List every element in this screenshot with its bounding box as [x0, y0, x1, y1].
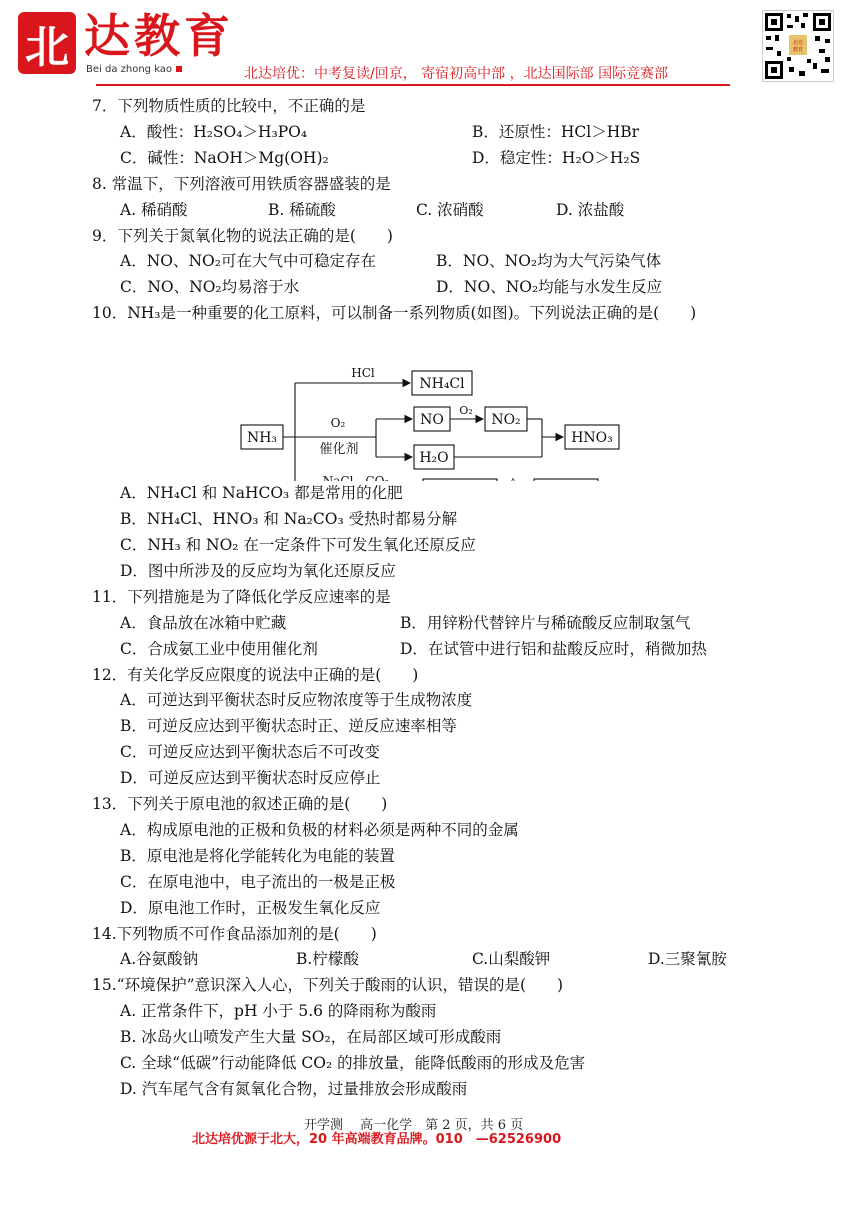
page-footer: 开学测 高一化学 第 2 页，共 6 页 — [304, 1118, 524, 1133]
option-row — [92, 198, 792, 224]
option-row — [92, 249, 792, 275]
o2-small-label: O₂ — [459, 404, 473, 418]
option: D.三聚氰胺 — [648, 950, 727, 969]
option: C. 全球“低碳”行动能降低 CO₂ 的排放量，能降低酸雨的形成及危害 — [120, 1054, 586, 1073]
question-stem: 7．下列物质性质的比较中，不正确的是 — [92, 97, 366, 115]
option: C．可逆反应达到平衡状态后不可改变 — [120, 743, 380, 762]
hno3-label: HNO₃ — [571, 430, 613, 447]
nahco3-box — [423, 479, 497, 481]
option: B. 冰岛火山喷发产生大量 SO₂，在局部区域可形成酸雨 — [120, 1028, 502, 1047]
brand-name: 达教育 — [84, 9, 234, 63]
question-stem: 8. 常温下，下列溶液可用铁质容器盛装的是 — [92, 174, 391, 193]
option: A．NH₄Cl 和 NaHCO₃ 都是常用的化肥 — [120, 484, 403, 503]
option: C.山梨酸钾 — [472, 950, 551, 969]
reaction-diagram — [92, 327, 792, 481]
question-stem: 14.下列物质不可作食品添加剂的是( ) — [92, 924, 377, 943]
option: C. 浓硝酸 — [416, 200, 484, 219]
qr-code — [762, 10, 834, 82]
footer-advert: 北达培优源于北大，20 年高端教育品牌。010 —62526900 — [192, 1132, 562, 1147]
option: A. 正常条件下，pH 小于 5.6 的降雨称为酸雨 — [120, 1002, 437, 1021]
brand-subtitle-text: Bei da zhong kao — [86, 64, 173, 75]
option: D. 汽车尾气含有氮氧化合物，过量排放会形成酸雨 — [120, 1080, 468, 1098]
question-list — [92, 94, 792, 1103]
option: D．在试管中进行铝和盐酸反应时，稍微加热 — [400, 639, 707, 658]
qr-caption-line: 教育 — [792, 47, 804, 53]
no2-label: NO₂ — [491, 412, 521, 429]
question-stem: 13．下列关于原电池的叙述正确的是( ) — [92, 795, 388, 814]
option: D. 浓盐酸 — [556, 200, 625, 219]
reaction-diagram-graphic — [92, 327, 792, 481]
option: D．原电池工作时，正极发生氧化反应 — [120, 898, 381, 917]
question-stem: 11．下列措施是为了降低化学反应速率的是 — [92, 587, 391, 606]
option: B．NH₄Cl、HNO₃ 和 Na₂CO₃ 受热时都易分解 — [120, 510, 458, 529]
option: D．NO、NO₂均能与水发生反应 — [436, 278, 663, 297]
option: B．用锌粉代替锌片与稀硫酸反应制取氢气 — [400, 613, 691, 632]
logo-char: 北 — [25, 22, 69, 73]
logo-mark — [18, 12, 76, 74]
header-divider — [96, 84, 730, 86]
brand-subtitle — [86, 64, 182, 75]
option: C．碱性：NaOH＞Mg(OH)₂ — [120, 148, 329, 167]
option: C．NH₃ 和 NO₂ 在一定条件下可发生氧化还原反应 — [120, 535, 476, 554]
question-stem: 15.“环境保护”意识深入人心，下列关于酸雨的认识，错误的是( ) — [92, 976, 564, 995]
catalyst-label: 催化剂 — [319, 442, 359, 458]
option: D．稳定性：H₂O＞H₂S — [472, 148, 641, 167]
nh4cl-label: NH₄Cl — [419, 376, 465, 393]
question-stem: 10．NH₃是一种重要的化工原料，可以制备一系列物质(如图)。下列说法正确的是( ) — [92, 304, 697, 323]
header-slogan: 北达培优：中考复读/回京， 寄宿初高中部 ，北达国际部 国际竞赛部 — [244, 66, 669, 82]
option: A．构成原电池的正极和负极的材料必须是两种不同的金属 — [120, 820, 519, 839]
option: B. 稀硫酸 — [268, 200, 336, 219]
option: A．食品放在冰箱中贮藏 — [120, 613, 287, 632]
no-label: NO — [420, 412, 444, 429]
option-row — [92, 120, 792, 146]
option-row — [92, 275, 792, 301]
option: B．NO、NO₂均为大气污染气体 — [436, 252, 662, 271]
option-row — [92, 611, 792, 637]
option: A.谷氨酸钠 — [120, 950, 199, 969]
option: B．原电池是将化学能转化为电能的装置 — [120, 846, 395, 865]
option: A．NO、NO₂可在大气中可稳定存在 — [120, 252, 376, 271]
nacl-co2-label: NaCl、CO₂ — [322, 474, 390, 482]
h2o-box-label: H₂O — [419, 450, 449, 467]
option: C．NO、NO₂均易溶于水 — [120, 278, 300, 297]
o2-condition-label: O₂ — [330, 416, 346, 431]
hcl-label: HCl — [351, 366, 375, 381]
option-row — [92, 146, 792, 172]
option-row — [92, 637, 792, 663]
qr-code-graphic — [763, 11, 833, 81]
option: D．图中所涉及的反应均为氧化还原反应 — [120, 561, 396, 580]
na2co3-box — [534, 479, 598, 481]
option: D．可逆反应达到平衡状态时反应停止 — [120, 769, 381, 788]
option: A．可逆达到平衡状态时反应物浓度等于生成物浓度 — [120, 691, 473, 710]
question-stem: 12．有关化学反应限度的说法中正确的是( ) — [92, 665, 419, 684]
option-row — [92, 947, 792, 973]
option: C．在原电池中，电子流出的一极是正极 — [120, 872, 396, 891]
option: C．合成氨工业中使用催化剂 — [120, 639, 318, 658]
heat-label — [508, 475, 518, 481]
nh3-label: NH₃ — [246, 430, 278, 447]
option: B．还原性：HCl＞HBr — [472, 122, 640, 141]
option: B.柠檬酸 — [296, 950, 359, 969]
option: A. 稀硝酸 — [120, 200, 188, 219]
question-stem: 9．下列关于氮氧化物的说法正确的是( ) — [92, 226, 393, 245]
option: A．酸性：H₂SO₄＞H₃PO₄ — [120, 122, 308, 141]
brand-dot — [176, 66, 182, 72]
option: B．可逆反应达到平衡状态时正、逆反应速率相等 — [120, 717, 457, 736]
qr-caption-line: 北达 — [792, 40, 804, 46]
